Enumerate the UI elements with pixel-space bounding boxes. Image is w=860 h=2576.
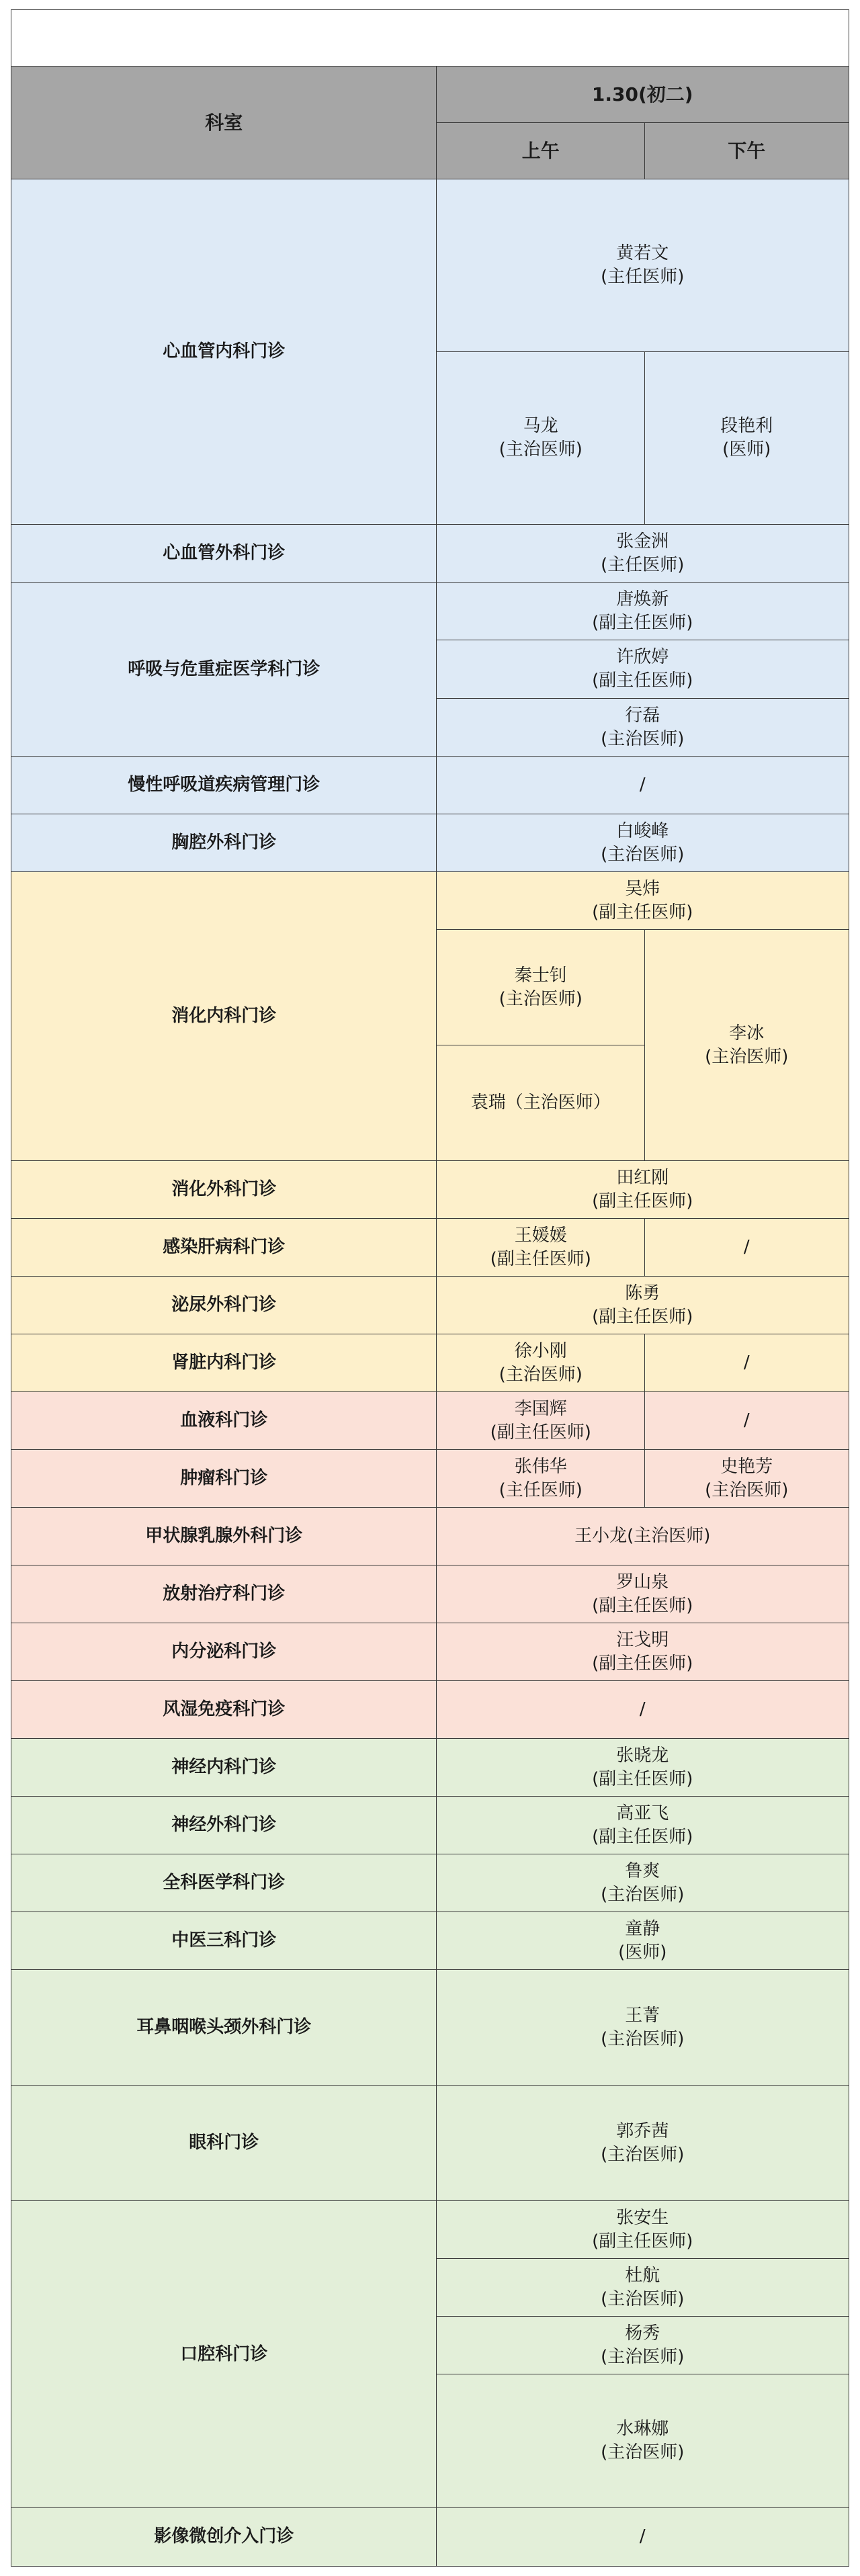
doctor-cell xyxy=(436,640,849,699)
doctor-cell xyxy=(436,1565,849,1624)
doctor-name: 袁瑞（主治医师） xyxy=(470,1092,611,1113)
empty-mark: / xyxy=(743,1410,750,1431)
doctor-title: (副主任医师) xyxy=(592,2231,693,2251)
department-name: 全科医学科门诊 xyxy=(163,1873,286,1893)
doctor-cell-am xyxy=(436,1449,646,1508)
doctor-name: 张伟华 xyxy=(514,1456,567,1477)
doctor-name: 段艳利 xyxy=(720,416,773,437)
department-name-cell xyxy=(11,1391,437,1451)
doctor-name: 王菁 xyxy=(625,2005,660,2026)
department-name-cell xyxy=(11,1623,437,1682)
doctor-name: 史艳芳 xyxy=(720,1456,773,1477)
doctor-title: (主治医师) xyxy=(601,2288,685,2309)
doctor-cell xyxy=(436,1160,849,1219)
doctor-cell-am xyxy=(436,351,646,525)
department-name-cell xyxy=(11,1507,437,1566)
doctor-cell xyxy=(436,582,849,641)
doctor-title: (主治医师) xyxy=(499,1364,583,1385)
header-pm xyxy=(644,122,849,180)
doctor-cell-pm xyxy=(644,1334,849,1393)
doctor-title: (副主任医师) xyxy=(592,1826,693,1847)
department-name: 呼吸与危重症医学科门诊 xyxy=(128,658,320,679)
empty-mark: / xyxy=(743,1237,750,1258)
empty-mark: / xyxy=(639,775,646,796)
department-name: 眼科门诊 xyxy=(189,2133,259,2153)
doctor-cell xyxy=(436,1969,849,2086)
doctor-name: 罗山泉 xyxy=(616,1572,669,1592)
doctor-cell-pm xyxy=(644,929,849,1162)
doctor-cell xyxy=(436,2200,849,2260)
doctor-name: 李国辉 xyxy=(514,1398,567,1419)
doctor-cell xyxy=(436,2316,849,2375)
header-am xyxy=(436,122,646,180)
doctor-title: (主治医师) xyxy=(601,844,685,865)
doctor-name: 水琳娜 xyxy=(616,2419,669,2440)
doctor-title: (主治医师) xyxy=(499,439,583,460)
doctor-cell xyxy=(436,871,849,931)
department-name: 血液科门诊 xyxy=(180,1410,268,1431)
doctor-name: 徐小刚 xyxy=(514,1340,567,1361)
doctor-cell xyxy=(436,814,849,873)
doctor-cell xyxy=(436,179,849,353)
doctor-name: 行磊 xyxy=(625,705,660,726)
header-dept xyxy=(11,66,437,180)
doctor-title: (副主任医师) xyxy=(592,1653,693,1674)
department-name-cell xyxy=(11,2200,437,2509)
department-name-cell xyxy=(11,524,437,583)
department-name: 肿瘤科门诊 xyxy=(180,1468,268,1489)
department-name: 风湿免疫科门诊 xyxy=(163,1699,286,1720)
department-name-cell xyxy=(11,1218,437,1277)
doctor-name: 杨秀 xyxy=(625,2323,660,2344)
doctor-title: (主任医师) xyxy=(499,1479,583,1500)
doctor-name: 白峻峰 xyxy=(616,820,669,841)
header-am-label: 上午 xyxy=(521,139,560,162)
doctor-cell xyxy=(436,2374,849,2509)
doctor-cell-am xyxy=(436,1218,646,1277)
doctor-cell-am xyxy=(436,1391,646,1451)
doctor-name: 郭乔茜 xyxy=(616,2120,669,2141)
doctor-cell xyxy=(436,756,849,815)
doctor-name: 马龙 xyxy=(523,416,558,437)
doctor-name: 黄若文 xyxy=(616,243,669,264)
doctor-title: (主治医师) xyxy=(601,2028,685,2049)
doctor-title: (副主任医师) xyxy=(592,1306,693,1327)
doctor-title: (副主任医师) xyxy=(490,1422,591,1443)
doctor-title: (主治医师) xyxy=(601,1884,685,1905)
doctor-title: (副主任医师) xyxy=(592,1768,693,1789)
department-name: 感染肝病科门诊 xyxy=(163,1237,286,1258)
doctor-cell xyxy=(436,524,849,583)
department-name-cell xyxy=(11,582,437,757)
doctor-name: 陈勇 xyxy=(625,1283,660,1303)
empty-mark: / xyxy=(639,1699,646,1720)
doctor-cell xyxy=(436,1738,849,1797)
doctor-title: (主任医师) xyxy=(601,554,685,575)
doctor-title: (医师) xyxy=(618,1942,667,1963)
department-name: 消化内科门诊 xyxy=(171,1006,277,1027)
department-name-cell xyxy=(11,756,437,815)
doctor-title: (副主任医师) xyxy=(592,902,693,922)
doctor-name: 高亚飞 xyxy=(616,1803,669,1823)
department-name-cell xyxy=(11,1680,437,1740)
department-name: 泌尿外科门诊 xyxy=(171,1295,277,1316)
empty-mark: / xyxy=(743,1353,750,1373)
doctor-name: 张安生 xyxy=(616,2207,669,2228)
department-name: 消化外科门诊 xyxy=(171,1179,277,1200)
department-name-cell xyxy=(11,1738,437,1797)
department-name-cell xyxy=(11,1334,437,1393)
department-name: 慢性呼吸道疾病管理门诊 xyxy=(128,775,320,796)
doctor-title: (主治医师) xyxy=(705,1479,789,1500)
doctor-cell xyxy=(436,1507,849,1566)
doctor-title: (主治医师) xyxy=(601,2346,685,2367)
department-name-cell xyxy=(11,871,437,1162)
doctor-title: (副主任医师) xyxy=(592,612,693,633)
doctor-cell xyxy=(436,2507,849,2567)
doctor-cell xyxy=(436,1623,849,1682)
doctor-cell xyxy=(436,1912,849,1971)
department-name-cell xyxy=(11,1912,437,1971)
department-name: 放射治疗科门诊 xyxy=(163,1584,286,1604)
doctor-title: (主治医师) xyxy=(601,2442,685,2463)
doctor-title: (主治医师) xyxy=(499,988,583,1009)
doctor-name: 王小龙(主治医师) xyxy=(574,1526,711,1547)
header-date-label: 1.30(初二) xyxy=(591,83,693,105)
department-name: 中医三科门诊 xyxy=(171,1930,277,1951)
department-name: 胸腔外科门诊 xyxy=(171,832,277,853)
department-name-cell xyxy=(11,1565,437,1624)
doctor-cell-am xyxy=(436,1334,646,1393)
doctor-cell xyxy=(436,1276,849,1335)
department-name: 心血管内科门诊 xyxy=(163,341,286,362)
doctor-cell-pm xyxy=(644,1218,849,1277)
department-name-cell xyxy=(11,179,437,525)
doctor-title: (主治医师) xyxy=(705,1046,789,1067)
doctor-cell xyxy=(436,1854,849,1913)
schedule-table xyxy=(11,9,848,2567)
doctor-title: (主治医师) xyxy=(601,2144,685,2165)
header-date xyxy=(436,66,849,124)
doctor-title: (副主任医师) xyxy=(592,1191,693,1211)
department-name: 心血管外科门诊 xyxy=(163,543,286,564)
department-name: 影像微创介入门诊 xyxy=(154,2526,294,2547)
department-name-cell xyxy=(11,1276,437,1335)
department-name: 内分泌科门诊 xyxy=(171,1641,277,1662)
department-name-cell xyxy=(11,1796,437,1855)
title-bar xyxy=(11,9,849,67)
department-name-cell xyxy=(11,1160,437,1219)
doctor-cell-am xyxy=(436,929,646,1046)
doctor-title: (副主任医师) xyxy=(592,1595,693,1616)
doctor-name: 张晓龙 xyxy=(616,1745,669,1766)
doctor-name: 鲁爽 xyxy=(625,1860,660,1881)
doctor-title: (副主任医师) xyxy=(592,671,693,691)
doctor-name: 吴炜 xyxy=(625,878,660,899)
doctor-title: (主治医师) xyxy=(601,728,685,749)
department-name-cell xyxy=(11,1854,437,1913)
header-pm-label: 下午 xyxy=(728,139,766,162)
empty-mark: / xyxy=(639,2526,646,2547)
doctor-name: 秦士钊 xyxy=(514,965,567,986)
department-name-cell xyxy=(11,1449,437,1508)
department-name: 神经内科门诊 xyxy=(171,1757,277,1778)
doctor-cell xyxy=(436,698,849,757)
department-name: 甲状腺乳腺外科门诊 xyxy=(145,1526,303,1547)
doctor-name: 张金洲 xyxy=(616,531,669,552)
doctor-cell xyxy=(436,1680,849,1740)
doctor-name: 李冰 xyxy=(729,1023,765,1043)
department-name: 耳鼻咽喉头颈外科门诊 xyxy=(136,2017,312,2038)
doctor-cell-am xyxy=(436,1045,646,1162)
doctor-cell-pm xyxy=(644,1391,849,1451)
doctor-cell xyxy=(436,1796,849,1855)
department-name: 肾脏内科门诊 xyxy=(171,1353,277,1373)
department-name: 神经外科门诊 xyxy=(171,1815,277,1836)
doctor-cell xyxy=(436,2085,849,2202)
doctor-name: 许欣婷 xyxy=(616,647,669,668)
department-name-cell xyxy=(11,2507,437,2567)
department-name-cell xyxy=(11,814,437,873)
doctor-name: 童静 xyxy=(625,1918,660,1939)
doctor-cell-pm xyxy=(644,1449,849,1508)
doctor-cell xyxy=(436,2258,849,2317)
department-name-cell xyxy=(11,1969,437,2086)
doctor-title: (医师) xyxy=(722,439,771,460)
doctor-cell-pm xyxy=(644,351,849,525)
doctor-name: 汪戈明 xyxy=(616,1629,669,1650)
doctor-title: (主任医师) xyxy=(601,267,685,288)
doctor-name: 唐焕新 xyxy=(616,589,669,609)
doctor-name: 王媛媛 xyxy=(514,1225,567,1246)
doctor-name: 杜航 xyxy=(625,2265,660,2286)
doctor-name: 田红刚 xyxy=(616,1167,669,1188)
department-name-cell xyxy=(11,2085,437,2202)
header-dept-label: 科室 xyxy=(205,111,243,134)
doctor-title: (副主任医师) xyxy=(490,1248,591,1269)
department-name: 口腔科门诊 xyxy=(180,2344,268,2364)
